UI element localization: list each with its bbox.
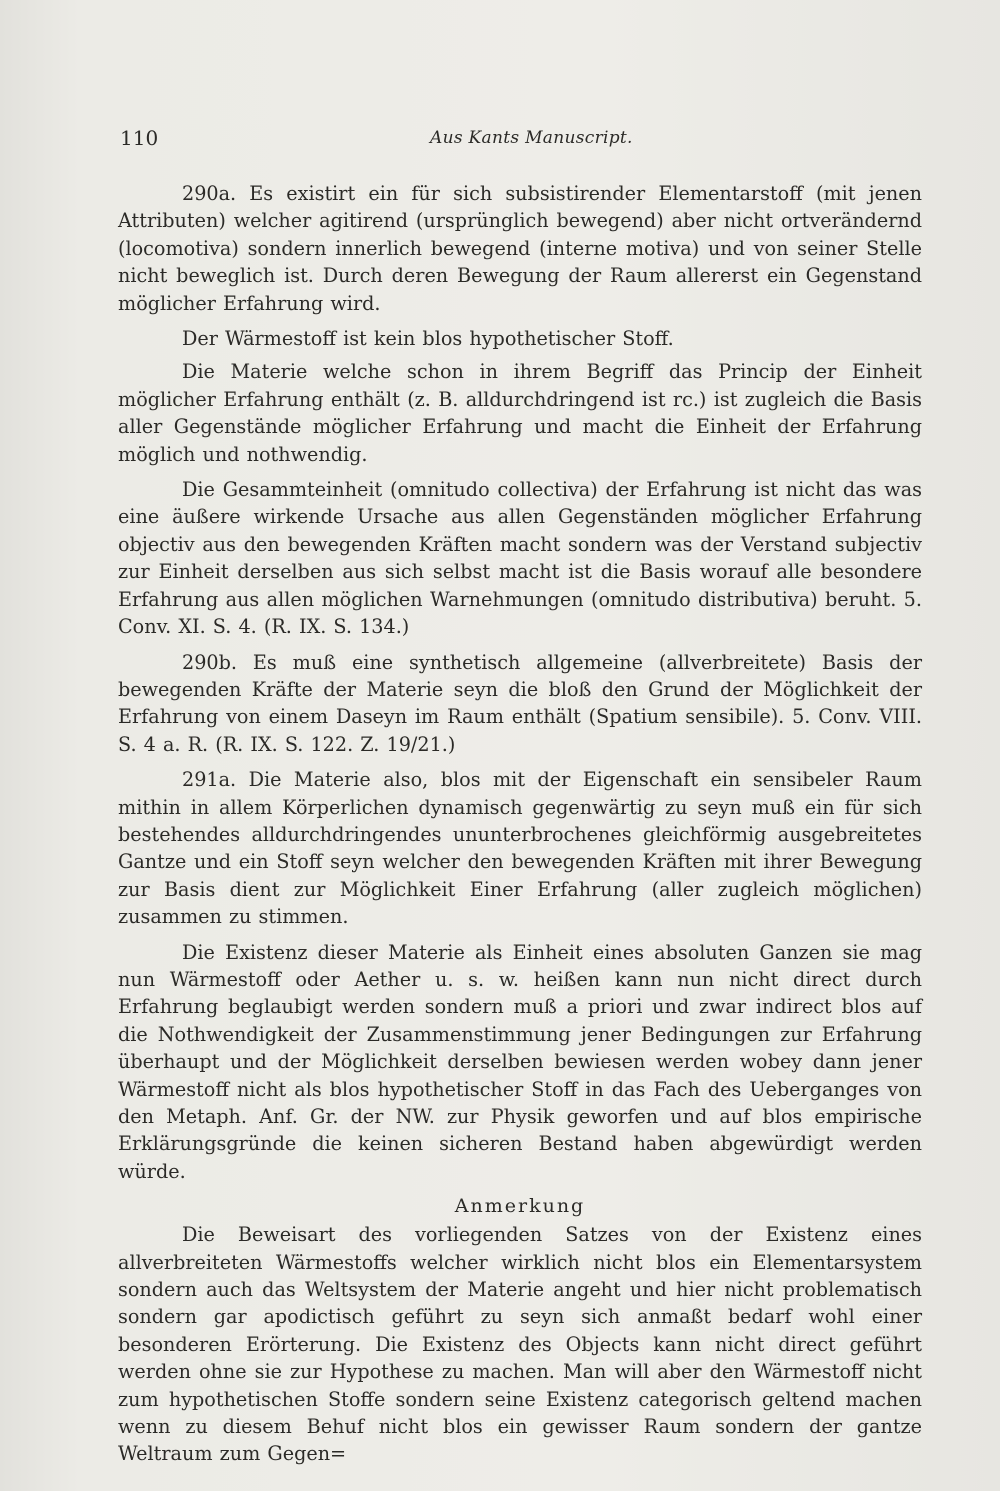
paragraph-materie: Die Materie welche schon in ihrem Begriff das Princip der Einheit möglicher Erfahrung enthält (z. B. alldurchdringend ist rc.) ist zugleich die Basis aller Gegenstände möglicher Erfahrung und macht die Einheit der Erfahrung möglich und nothwendig. <box>118 360 922 466</box>
paragraph-thesis: Der Wärmestoff ist kein blos hypothetischer Stoff. <box>182 327 674 351</box>
paragraph-290b: 290b. Es muß eine synthetisch allgemeine (allverbreitete) Basis der bewegenden Kräfte der Materie seyn die bloß den Grund der Möglichkeit der Erfahrung von einem Daseyn im Raum enthält (Spatium sensibile). 5. Conv. VIII. S. 4 a. R. (R. IX. S. 122. Z. 19/21.) <box>118 650 922 756</box>
running-head <box>120 126 920 156</box>
paragraph-gesammteinheit: Die Gesammteinheit (omnitudo collectiva) der Erfahrung ist nicht das was eine äußere wirkende Ursache aus allen Gegenständen möglicher Erfahrung objectiv aus den bewegenden Kräften macht sondern was der Verstand subjectiv zur Einheit derselben aus sich selbst macht ist die Basis worauf alle besondere Erfahrung aus allen möglichen Warnehmungen (omnitudo distributiva) beruht. 5. Conv. XI. S. 4. (R. IX. S. 134.) <box>118 478 922 639</box>
paragraph-291a: 291a. Die Materie also, blos mit der Eigenschaft ein sensibeler Raum mithin in allem Körperlichen dynamisch gegenwärtig zu seyn muß ein für sich bestehendes alldurchdringendes ununterbrochenes gleichförmig ausgebreitetes Gantze und ein Stoff seyn welcher den bewegenden Kräften mit ihrer Bewegung zur Basis dient zur Möglichkeit Einer Erfahrung (aller zugleich möglichen) zusammen zu stimmen. <box>118 768 922 929</box>
page-number: 110 <box>120 126 159 150</box>
anmerkung-paragraph: Die Beweisart des vorliegenden Satzes von der Existenz eines allverbreiteten Wärmestoffs welcher wirklich nicht blos ein Elementarsystem sondern auch das Weltsystem der Materie angeht und hier nicht problematisch sondern gar apodictisch geführt zu seyn sich anmaßt bedarf wohl einer besonderen Erörterung. Die Existenz des Objects kann nicht direct geführt werden ohne sie zur Hypothese zu machen. Man will aber den Wärmestoff nicht zum hypothetischen Stoffe sondern seine Existenz categorisch geltend machen wenn zu diesem Behuf nicht blos ein gewisser Raum sondern der gantze Weltraum zum Gegen= <box>118 1223 922 1466</box>
anmerkung-heading: Anmerkung <box>454 1195 586 1218</box>
paragraph-290a: 290a. Es existirt ein für sich subsistirender Elementarstoff (mit jenen Attributen) welcher agitirend (ursprünglich bewegend) aber nicht ortverändernd (locomotiva) sondern innerlich bewegend (interne motiva) und von seiner Stelle nicht beweglich ist. Durch deren Bewegung der Raum allererst ein Gegenstand möglicher Erfahrung wird. <box>118 182 922 315</box>
body-text <box>118 180 922 1476</box>
paragraph-existenz: Die Existenz dieser Materie als Einheit eines absoluten Ganzen sie mag nun Wärmestoff oder Aether u. s. w. heißen kann nun nicht direct durch Erfahrung beglaubigt werden sondern muß a priori und zwar indirect blos auf die Nothwendigkeit der Zusammenstimmung jener Bedingungen zur Erfahrung überhaupt und der Möglichkeit derselben bewiesen werden wobey dann jener Wärmestoff nicht als blos hypothetischer Stoff in das Fach des Ueberganges von den Metaph. Anf. Gr. der NW. zur Physik geworfen und auf blos empirische Erklärungsgründe die keinen sicheren Bestand haben abgewürdigt werden würde. <box>118 940 922 1183</box>
running-title: Aus Kants Manuscript. <box>430 128 633 148</box>
